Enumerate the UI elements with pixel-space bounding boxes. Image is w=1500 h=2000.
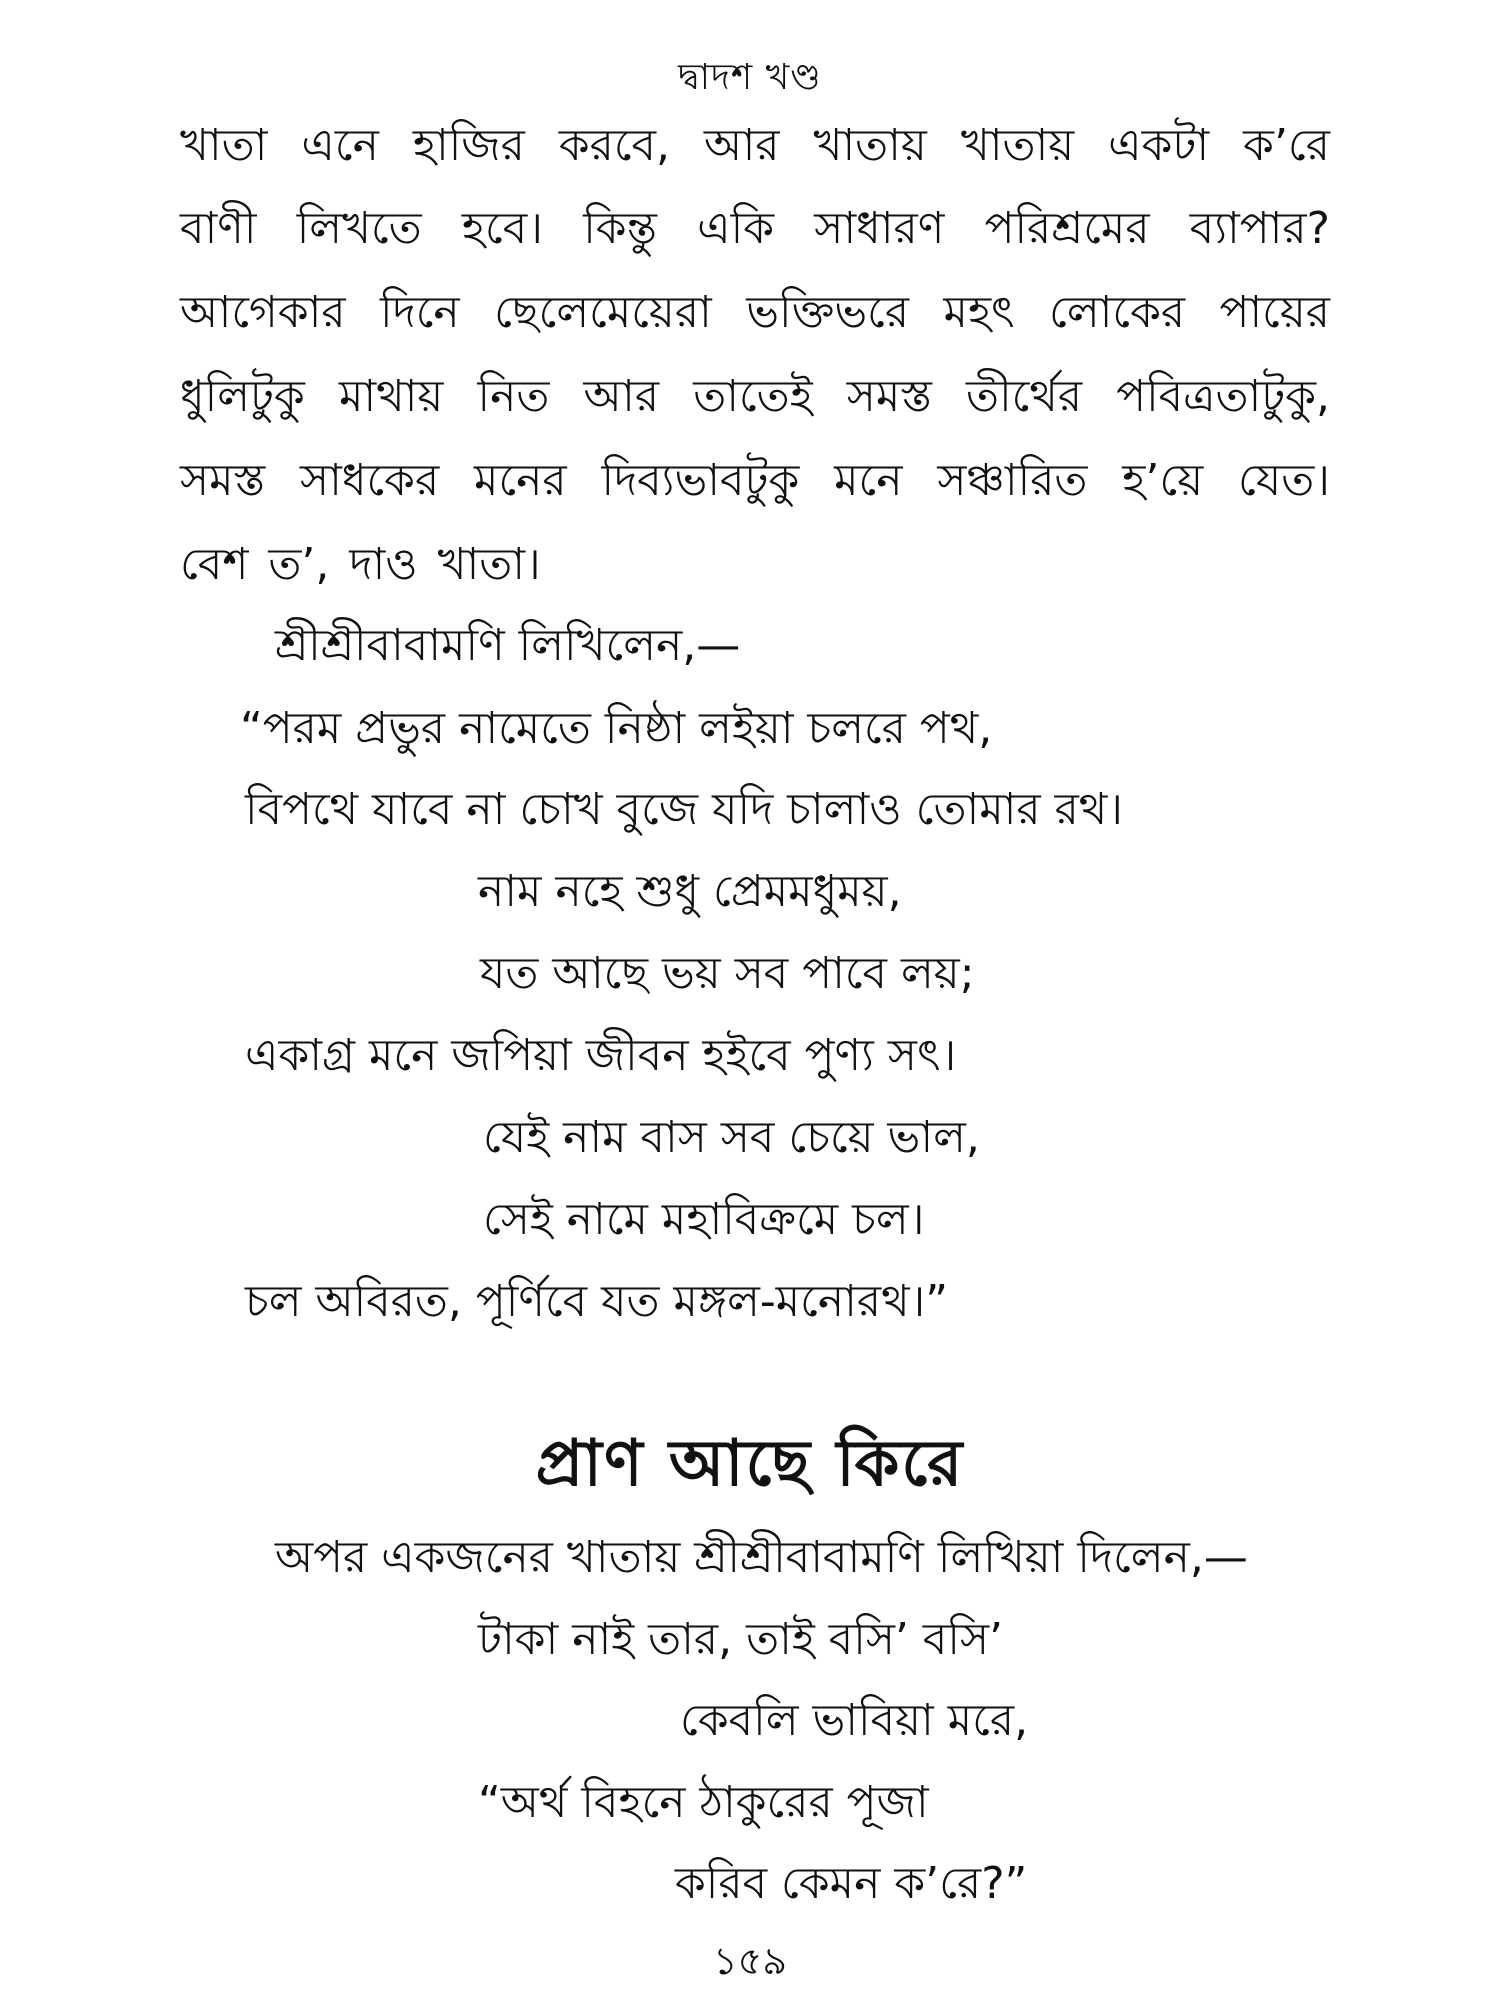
prose-line: বাণী লিখতে হবে। কিন্তু একি সাধারণ পরিশ্রমের ব্যাপার? — [180, 203, 1330, 254]
poem-line: যত আছে ভয় সব পাবে লয়; — [480, 948, 975, 999]
section-heading: প্রাণ আছে কিরে — [535, 1427, 965, 1501]
intro-line: শ্রীশ্রীবাবামণি লিখিলেন,— — [275, 620, 741, 671]
intro-line: অপর একজনের খাতায় শ্রীশ্রীবাবামণি লিখিয়া দিলেন,— — [275, 1532, 1248, 1583]
poem-line: বিপথে যাবে না চোখ বুজে যদি চালাও তোমার রথ। — [245, 784, 1124, 835]
poem-line: যেই নাম বাস সব চেয়ে ভাল, — [483, 1112, 980, 1163]
poem-line: করিব কেমন ক’রে?” — [675, 1858, 1028, 1909]
running-head: দ্বাদশ খণ্ড — [678, 57, 822, 98]
poem-line: একাগ্র মনে জপিয়া জীবন হইবে পুণ্য সৎ। — [245, 1030, 957, 1081]
poem-line: সেই নামে মহাবিক্রমে চল। — [483, 1194, 925, 1245]
poem-line: “অর্থ বিহনে ঠাকুরের পূজা — [478, 1777, 929, 1828]
poem-line: নাম নহে শুধু প্রেমমধুময়, — [478, 866, 902, 917]
page-number: ১৫৯ — [713, 1939, 787, 1983]
poem-line: টাকা নাই তার, তাই বসি’ বসি’ — [478, 1614, 1003, 1665]
poem-line: “পরম প্রভুর নামেতে নিষ্ঠা লইয়া চলরে পথ, — [240, 703, 993, 754]
prose-line: ধুলিটুকু মাথায় নিত আর তাতেই সমস্ত তীর্থের পবিত্রতাটুকু, — [180, 371, 1330, 422]
prose-line: খাতা এনে হাজির করবে, আর খাতায় খাতায় একটা ক’রে — [180, 120, 1330, 171]
prose-line: বেশ ত’, দাও খাতা। — [180, 539, 541, 590]
poem-line: কেবলি ভাবিয়া মরে, — [680, 1695, 1029, 1746]
poem-line: চল অবিরত, পূর্ণিবে যত মঙ্গল-মনোরথ।” — [245, 1276, 949, 1327]
prose-line: আগেকার দিনে ছেলেমেয়েরা ভক্তিভরে মহৎ লোকের পায়ের — [180, 287, 1330, 338]
prose-line: সমস্ত সাধকের মনের দিব্যভাবটুকু মনে সঞ্চারিত হ’য়ে যেত। — [180, 455, 1330, 506]
